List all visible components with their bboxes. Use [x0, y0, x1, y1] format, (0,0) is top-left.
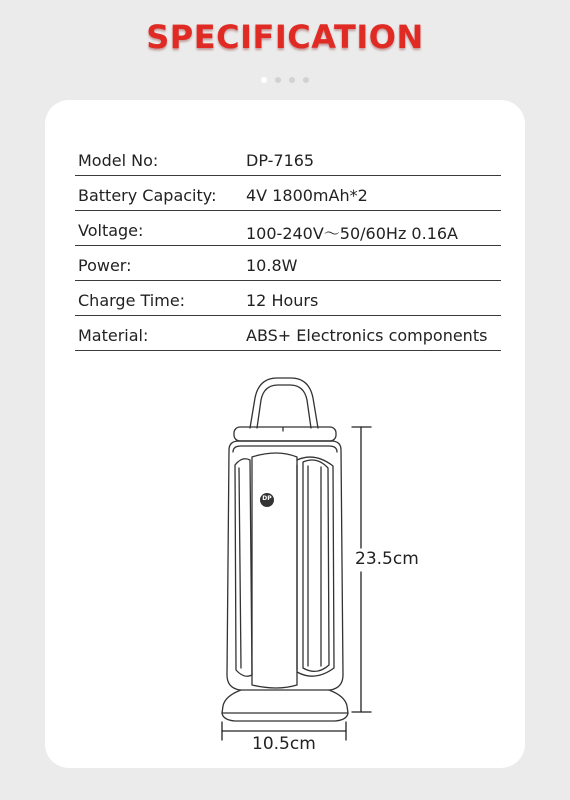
carousel-dot-1[interactable]	[261, 77, 267, 83]
lantern-top-cap	[234, 427, 336, 441]
lantern-handle	[250, 378, 318, 428]
carousel-dot-4[interactable]	[303, 77, 309, 83]
height-dimension	[352, 427, 371, 712]
width-label: 10.5cm	[252, 734, 316, 754]
spec-label: Material:	[78, 326, 149, 345]
dp-logo-text: DP	[262, 495, 272, 502]
spec-label: Battery Capacity:	[78, 186, 217, 205]
spec-card	[45, 100, 525, 768]
lantern-body	[227, 441, 343, 690]
carousel-dots	[0, 77, 570, 83]
height-label: 23.5cm	[355, 549, 419, 569]
carousel-dot-3[interactable]	[289, 77, 295, 83]
spec-label: Power:	[78, 256, 132, 275]
spec-value: 12 Hours	[246, 291, 319, 310]
page-title: SPECIFICATION	[146, 18, 424, 56]
spec-label: Voltage:	[78, 221, 144, 240]
spec-label: Model No:	[78, 151, 159, 170]
spec-value: 10.8W	[246, 256, 298, 275]
lantern-drawing	[45, 100, 525, 768]
spec-value: 100-240V～50/60Hz 0.16A	[246, 224, 458, 243]
spec-value: DP-7165	[246, 151, 315, 170]
spec-value: 4V 1800mAh*2	[246, 186, 368, 205]
carousel-dot-2[interactable]	[275, 77, 281, 83]
spec-label: Charge Time:	[78, 291, 186, 310]
spec-value: ABS+ Electronics components	[246, 326, 488, 345]
lantern-base	[222, 690, 348, 721]
